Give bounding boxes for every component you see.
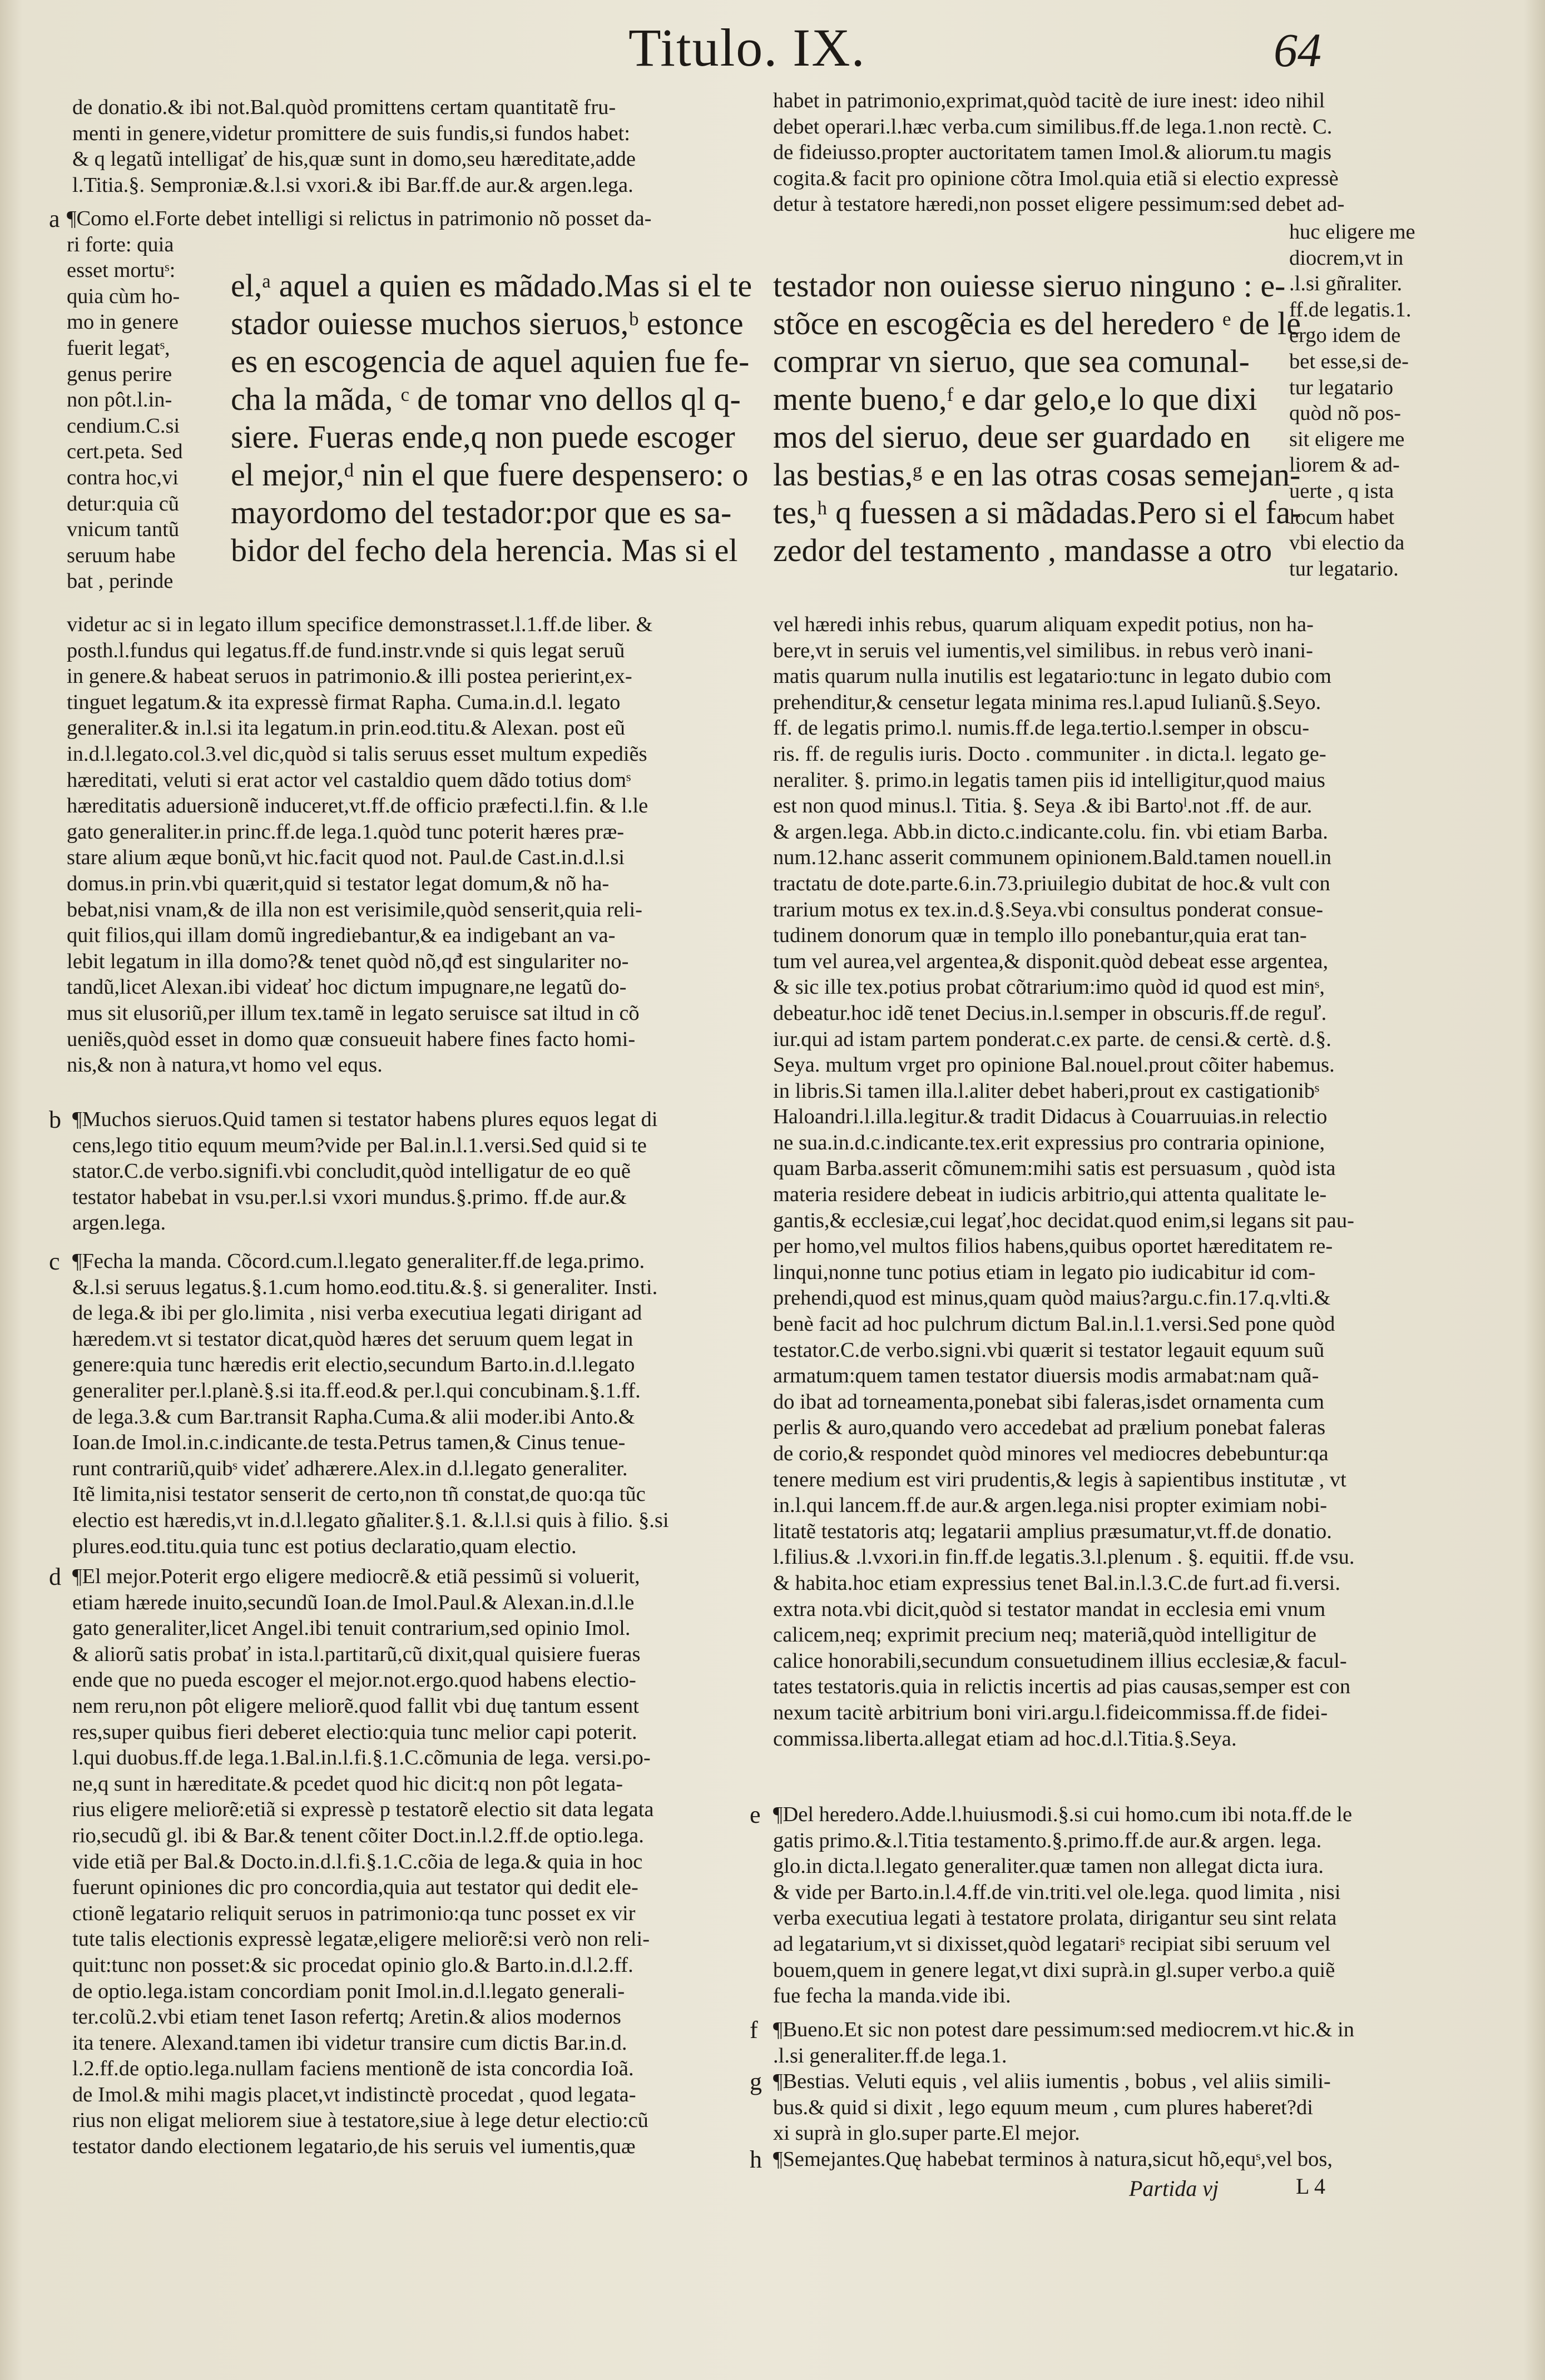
gloss-line: & q legatũ intelligať de his,quæ sunt in domo,seu hæreditate,adde	[72, 147, 636, 171]
gloss-line: testator habebat in vsu.per.l.si vxori mundus.§.primo. ff.de aur.&	[72, 1185, 627, 1209]
gloss-line: l.qui duobus.ff.de lega.1.Bal.in.l.fi.§.1.C.cõmunia de lega. versi.po-	[72, 1746, 651, 1770]
gloss-line: nem reru,non pôt eligere meliorẽ.quod fallit vbi duę tantum essent	[72, 1694, 639, 1718]
main-text-right	[773, 267, 1301, 569]
gloss-line: de optio.lega.istam concordiam ponit Imol.in.d.l.legato generali-	[72, 1979, 625, 2003]
gloss-line: tudinem donorum quæ in templo illo ponebantur,quia erat tan-	[773, 924, 1307, 948]
gloss-line: linqui,nonne tunc potius etiam in legato pio iudicabitur id com-	[773, 1260, 1316, 1284]
gloss-line: hæredem.vt si testator dicat,quòd hæres det seruum quem legat in	[72, 1327, 633, 1351]
gloss-line: ¶Bestias. Veluti equis , vel aliis iumentis , bobus , vel aliis simili-	[773, 2070, 1331, 2093]
gloss-marker-e: e	[750, 1801, 761, 1828]
gloss-line: prehendi,quod est minus,quam quòd maius?argu.c.fin.17.q.vlti.&	[773, 1286, 1331, 1310]
gloss-marker-f: f	[750, 2016, 758, 2044]
gloss-line: rius eligere meliorẽ:etiã si expressè p testatorẽ electio sit data legata	[72, 1798, 654, 1822]
main-text-line: el mejor,ᵈ nin el que fuere despensero: o	[231, 457, 749, 493]
gloss-line: .l.si gñraliter.	[1289, 272, 1403, 296]
gloss-line: Itẽ limita,nisi testator senserit de certo,non tñ constat,de quo:qa tũc	[72, 1482, 646, 1506]
gloss-line: &.l.si seruus legatus.§.1.cum homo.eod.titu.&.§. si generaliter. Insti.	[72, 1275, 658, 1299]
gloss-line: gato generaliter,licet Angel.ibi tenuit contrarium,sed opinio Imol.	[72, 1617, 631, 1640]
gloss-b	[72, 1107, 723, 1236]
gloss-line: ¶El mejor.Poterit ergo eligere mediocrẽ.& etiã pessimũ si voluerit,	[72, 1565, 640, 1588]
gloss-line: de corio,& respondet quòd minores vel mediocres debebuntur:qa	[773, 1442, 1329, 1465]
gloss-line: ff. de legatis primo.l. numis.ff.de lega.tertio.l.semper in obscu-	[773, 716, 1310, 740]
gloss-line: huc eligere me	[1289, 220, 1415, 244]
main-text-line: stõce en escogẽcia es del heredero ᵉ de le	[773, 305, 1301, 341]
gloss-line: nexum tacitè arbitrium boni viri.argu.l.fideicommissa.ff.de fidei-	[773, 1700, 1328, 1724]
gloss-line: trarium motus ex tex.in.d.§.Seya.vbi consultus ponderat consue-	[773, 898, 1324, 921]
main-text-line: el,ᵃ aquel a quien es mãdado.Mas si el te	[231, 267, 752, 304]
gloss-line: tenere medium est viri prudentis,& legis à sapientibus institutæ , vt	[773, 1467, 1346, 1491]
gloss-line: seruum habe	[67, 543, 176, 567]
gloss-line: videtur ac si in legato illum specifice demonstrasset.l.1.ff.de liber. &	[67, 613, 653, 636]
gloss-line: ff.de legatis.1.	[1289, 298, 1412, 321]
gloss-line: fuerit legatˢ,	[67, 336, 170, 360]
gloss-line: ende que no pueda escoger el mejor.not.ergo.quod habens electio-	[72, 1668, 636, 1692]
gloss-line: tur legatario.	[1289, 557, 1399, 581]
gloss-line: genus perire	[67, 362, 172, 386]
gloss-line: ita tenere. Alexand.tamen ibi videtur transire cum dictis Bar.in.d.	[72, 2031, 627, 2055]
gloss-line: esset mortuˢ:	[67, 259, 176, 282]
gloss-top-right	[773, 88, 1435, 217]
gloss-marker-a: a	[49, 205, 60, 232]
gloss-line: cendium.C.si	[67, 414, 180, 438]
gloss-line: ¶Del heredero.Adde.l.huiusmodi.§.si cui homo.cum ibi nota.ff.de le	[773, 1803, 1353, 1826]
gloss-line: benè facit ad hoc pulchrum dictum Bal.in.l.1.versi.Sed pone quòd	[773, 1312, 1335, 1336]
gloss-line: detur:quia cũ	[67, 492, 180, 515]
gloss-line: materia residere debeat in iudicis arbitrio,qui attenta qualitate le-	[773, 1183, 1327, 1207]
gloss-line: tute talis electionis expressè legatæ,eligere meliorẽ:si verò non reli-	[72, 1927, 650, 1951]
gloss-line: vnicum tantũ	[67, 518, 180, 542]
gloss-line: ergo idem de	[1289, 324, 1401, 348]
gloss-line: diocrem,vt in	[1289, 246, 1404, 270]
gloss-line: prehenditur,& censetur legata minima res.l.apud Iulianũ.§.Seyo.	[773, 690, 1321, 714]
main-text-line: tes,ʰ q fuessen a si mãdadas.Pero si el fa-	[773, 494, 1301, 530]
gloss-line: l.Titia.§. Semproniæ.&.l.si vxori.& ibi Bar.ff.de aur.& argen.lega.	[72, 173, 633, 197]
gloss-line: de lega.& ibi per glo.limita , nisi verba executiua legati dirigant ad	[72, 1301, 642, 1325]
gloss-line: in genere.& habeat seruos in patrimonio.& illi postea perierint,ex-	[67, 665, 632, 688]
gloss-line: verba executiua legati à testatore prolata, dirigantur seu sint relata	[773, 1906, 1337, 1930]
gloss-line: nis,& non à natura,vt homo vel equs.	[67, 1053, 383, 1077]
gloss-line: quia cùm ho-	[67, 284, 180, 308]
main-text-line: siere. Fueras ende,q non puede escoger	[231, 419, 735, 455]
gloss-line: uerte , q ista	[1289, 479, 1394, 503]
gloss-h	[773, 2146, 1435, 2173]
gloss-line: tur legatario	[1289, 375, 1394, 399]
catchword: Partida vj	[1129, 2176, 1219, 2201]
main-text-line: bidor del fecho dela herencia. Mas si el	[231, 532, 738, 568]
gloss-line: domus.in prin.vbi quærit,quid si testator legat domum,& nõ ha-	[67, 871, 610, 895]
gloss-line: Ioan.de Imol.in.c.indicante.de testa.Petrus tamen,& Cinus tenue-	[72, 1431, 626, 1455]
gloss-line: bus.& quid si dixit , lego equum meum , cum plures haberet?di	[773, 2095, 1313, 2119]
main-text-line: es en escogencia de aquel aquien fue fe-	[231, 343, 750, 379]
folio-number: 64	[1274, 23, 1321, 77]
gloss-line: litatẽ testatoris atq; legatarii amplius præsumatur,vt.ff.de donatio.	[773, 1519, 1332, 1543]
gloss-line: quit:tunc non posset:& sic procedat opinio glo.& Barto.in.d.l.2.ff.	[72, 1953, 633, 1977]
main-text-line: mos del sieruo, deue ser guardado en	[773, 419, 1251, 455]
main-text-line: comprar vn sieruo, que sea comunal-	[773, 343, 1250, 379]
gloss-line: gantis,& ecclesiæ,cui legať,hoc decidat.quod enim,si legans sit pau-	[773, 1208, 1354, 1232]
gloss-line: cens,lego titio equum meum?vide per Bal.in.l.1.versi.Sed quid si te	[72, 1133, 647, 1157]
gloss-line: testator dando electionem legatario,de his seruis vel iumentis,quæ	[72, 2135, 636, 2159]
gloss-line: res,super quibus fieri deberet electio:quia tunc melior capi poterit.	[72, 1720, 637, 1744]
gloss-line: testator.C.de verbo.signi.vbi quærit si testator legauit equum suũ	[773, 1338, 1325, 1362]
gloss-line: quit filios,qui illam domũ ingrediebantur,& ea indigebant an va-	[67, 924, 616, 948]
gloss-line: bat , perinde	[67, 569, 174, 593]
gloss-line: ¶Fecha la manda. Cõcord.cum.l.legato generaliter.ff.de lega.primo.	[72, 1250, 645, 1273]
gloss-line: bet esse,si de-	[1289, 349, 1409, 373]
gloss-line: & argen.lega. Abb.in dicto.c.indicante.colu. fin. vbi etiam Barba.	[773, 820, 1328, 844]
gloss-marker-b: b	[49, 1106, 61, 1133]
gloss-line: calicem,neq; exprimit precium neq; materiã,quòd intelligitur de	[773, 1623, 1317, 1647]
gloss-line: perlis & auro,quando vero accedebat ad prælium ponebat faleras	[773, 1416, 1326, 1440]
gloss-line: plures.eod.titu.quia tunc est potius declaratio,quam electio.	[72, 1534, 577, 1558]
gloss-line: mo in genere	[67, 310, 179, 334]
gloss-line: cert.peta. Sed	[67, 440, 183, 464]
gloss-line: detur à testatore hæredi,non posset eligere pessimum:sed debet ad-	[773, 192, 1345, 216]
gloss-line: hæreditatis aduersionẽ induceret,vt.ff.de officio præfecti.l.fin. & l.le	[67, 794, 648, 818]
gloss-line: calice honorabili,secundum consuetudinem illius ecclesiæ,& facul-	[773, 1649, 1347, 1673]
gloss-line: lebit legatum in illa domo?& tenet quòd nõ,qđ est singulariter no-	[67, 949, 629, 973]
gloss-line: ctionẽ legatario reliquit seruos in patrimonio:qa tunc posset ex vir	[72, 1901, 636, 1925]
gloss-line: cogita.& facit pro opinione cõtra Imol.quia etiã si electio expressè	[773, 166, 1339, 190]
gloss-f	[773, 2017, 1435, 2069]
gloss-marker-d: d	[49, 1563, 61, 1590]
gloss-line: vide etiã per Bal.& Docto.in.d.l.fi.§.1.C.cõia de lega.& quia in hoc	[72, 1850, 643, 1873]
gloss-line: sit eligere me	[1289, 427, 1405, 451]
gloss-line: ri forte: quia	[67, 232, 174, 256]
gloss-line: glo.in dicta.l.legato generaliter.quæ tamen non allegat dicta iura.	[773, 1855, 1324, 1878]
gloss-line: fue fecha la manda.vide ibi.	[773, 1984, 1011, 2008]
gloss-e	[773, 1802, 1435, 2009]
gloss-line: menti in genere,videtur promittere de suis fundis,si fundos habet:	[72, 121, 630, 145]
gloss-line: ueniẽs,quòd esset in domo quæ consueuit habere fines facto homi-	[67, 1027, 636, 1051]
gloss-line: debeatur.hoc idẽ tenet Decius.in.l.semper in obscuris.ff.de reguľ.	[773, 1001, 1327, 1025]
running-title: Titulo. IX.	[628, 18, 866, 77]
gloss-line: & sic ille tex.potius probat cõtrarium:imo quòd id quod est minˢ,	[773, 975, 1325, 999]
gloss-line: quam Barba.asserit cõmunem:mihi satis est persuasum , quòd ista	[773, 1157, 1336, 1181]
gloss-line: ad legatarium,vt si dixisset,quòd legatariˢ recipiat sibi seruum vel	[773, 1932, 1331, 1956]
gloss-line: gato generaliter.in princ.ff.de lega.1.quòd tunc poterit hæres præ-	[67, 820, 625, 844]
gloss-line: de Imol.& mihi magis placet,vt indistinctè procedat , quod legata-	[72, 2082, 636, 2106]
gloss-line: locum habet	[1289, 505, 1395, 529]
gloss-line: stator.C.de verbo.signifi.vbi concludit,quòd intelligatur de eo quẽ	[72, 1159, 631, 1183]
gloss-line: runt contrariũ,quibˢ videť adhærere.Alex.in d.l.legato generaliter.	[72, 1456, 628, 1480]
gloss-line: & aliorũ satis probať in ista.l.partitarũ,cũ dixit,qual quisiere fueras	[72, 1642, 641, 1666]
gloss-line: est non quod minus.l. Titia. §. Seya .& ibi Bartoˡ.not .ff. de aur.	[773, 794, 1313, 818]
gloss-line: rius non eligat meliorem siue à testatore,siue à lege detur electio:cũ	[72, 2109, 648, 2133]
main-text-left	[231, 267, 752, 569]
gloss-line: in libris.Si tamen illa.l.aliter debet haberi,prout ex castigationibˢ	[773, 1079, 1320, 1103]
gloss-line: in.l.qui lancem.ff.de aur.& argen.lega.nisi propter eximiam nobi-	[773, 1494, 1328, 1518]
gloss-line: Seya. multum vrget pro opinione Bal.nouel.prout cõiter habemus.	[773, 1053, 1335, 1077]
gloss-g	[773, 2069, 1435, 2146]
gloss-line: Haloandri.l.illa.legitur.& tradit Didacus à Couarruuias.in relectio	[773, 1105, 1328, 1129]
gloss-line: bouem,quem in genere legat,vt dixi suprà.in gl.super verbo.a quiẽ	[773, 1958, 1335, 1982]
gloss-c	[72, 1248, 723, 1559]
gloss-line: ne sua.in.d.c.indicante.tex.erit expressius pro contraria opinione,	[773, 1130, 1325, 1154]
gloss-right-column	[1289, 219, 1439, 582]
gloss-line: non pôt.l.in-	[67, 388, 172, 412]
gloss-line: bebat,nisi vnam,& de illa non est verisimile,quòd senserit,quia reli-	[67, 898, 642, 921]
gloss-line: rio,secudũ gl. ibi & Bar.& tenent cõiter Doct.in.l.2.ff.de optio.lega.	[72, 1823, 644, 1847]
gloss-line: fuerunt opiniones dic pro concordia,quia aut testator qui dedit ele-	[72, 1876, 638, 1900]
gloss-line: per homo,vel multos filios habens,quibus oportet hæreditatem re-	[773, 1234, 1333, 1258]
gloss-marker-g: g	[750, 2068, 762, 2095]
gloss-d	[72, 1564, 723, 2160]
main-text-line: testador non ouiesse sieruo ninguno : e-	[773, 267, 1286, 304]
gloss-line: neraliter. §. primo.in legatis tamen piis id intelligitur,quod maius	[773, 768, 1325, 792]
gloss-line: & habita.hoc etiam expressius tenet Bal.in.l.3.C.de furt.ad fi.versi.	[773, 1571, 1340, 1595]
gloss-marker-c: c	[49, 1248, 60, 1275]
gloss-marker-h: h	[750, 2146, 762, 2173]
signature-mark: L 4	[1296, 2174, 1325, 2199]
gloss-line: commissa.liberta.allegat etiam ad hoc.d.l.Titia.§.Seya.	[773, 1727, 1237, 1751]
gloss-line: posth.l.fundus qui legatus.ff.de fund.instr.vnde si quis legat seruũ	[67, 638, 625, 662]
gloss-line: generaliter per.l.planè.§.si ita.ff.eod.& per.l.qui concubinam.§.1.ff.	[72, 1379, 641, 1402]
gloss-line: tum vel aurea,vel argentea,& disponit.quòd debeat esse argentea,	[773, 949, 1329, 973]
gloss-line: vbi electio da	[1289, 531, 1405, 555]
gloss-right-body	[773, 612, 1435, 1752]
gloss-line: tates testatoris.quia in relictis incertis ad pias causas,semper est con	[773, 1675, 1351, 1699]
gloss-line: & vide per Barto.in.l.4.ff.de vin.triti.vel ole.lega. quod limita , nisi	[773, 1880, 1341, 1904]
gloss-line: ¶Como el.Forte debet intelligi si relictus in patrimonio nõ posset da-	[67, 207, 652, 230]
gloss-line: iur.qui ad istam partem ponderat.c.ex parte. de censi.& certè. d.§.	[773, 1027, 1331, 1051]
gloss-line: de lega.3.& cum Bar.transit Rapha.Cuma.& alii moder.ibi Anto.&	[72, 1405, 635, 1429]
gloss-line: de donatio.& ibi not.Bal.quòd promittens certam quantitatẽ fru-	[72, 96, 616, 119]
gloss-line: tractatu de dote.parte.6.in.73.priuilegio dubitat de hoc.& vult con	[773, 871, 1330, 895]
gloss-line: ¶Semejantes.Quę habebat terminos à natura,sicut hõ,equˢ,vel bos,	[773, 2148, 1333, 2171]
gloss-left-body	[67, 612, 723, 1078]
gloss-line: liorem & ad-	[1289, 453, 1400, 477]
gloss-line: gatis primo.&.l.Titia testamento.§.primo.ff.de aur.& argen. lega.	[773, 1828, 1322, 1852]
main-text-line: cha la mãda, ᶜ de tomar vno dellos ql q-	[231, 381, 741, 417]
gloss-line: contra hoc,vi	[67, 465, 179, 489]
gloss-line: ter.colũ.2.vbi etiam tenet Iason refertq; Aretin.& alios modernos	[72, 2005, 621, 2029]
gloss-line: xi suprà in glo.super parte.El mejor.	[773, 2121, 1080, 2145]
gloss-line: habet in patrimonio,exprimat,quòd tacitè de iure inest: ideo nihil	[773, 89, 1325, 112]
gloss-line: l.2.ff.de optio.lega.nullam faciens mentionẽ de ista concordia Ioã.	[72, 2057, 634, 2081]
gloss-line: etiam hærede inuito,secundũ Ioan.de Imol.Paul.& Alexan.in.d.l.le	[72, 1590, 635, 1614]
gloss-top-left	[72, 95, 723, 198]
gloss-line: debet operari.l.hæc verba.cum similibus.ff.de lega.1.non rectè. C.	[773, 115, 1333, 138]
main-text-line: stador ouiesse muchos sieruos,ᵇ estonce	[231, 305, 744, 341]
gloss-line: hæreditati, veluti si erat actor vel castaldio quem dãdo totius domˢ	[67, 768, 631, 792]
main-text-line: mayordomo del testador:por que es sa-	[231, 494, 732, 530]
main-text-line: mente bueno,ᶠ e dar gelo,e lo que dixi	[773, 381, 1257, 417]
gloss-line: tinguet legatum.& ita expressè firmat Rapha. Cuma.in.d.l. legato	[67, 690, 621, 714]
gloss-line: armatum:quem tamen testator diuersis modis armabat:nam quã-	[773, 1364, 1319, 1388]
gloss-line: ris. ff. de regulis iuris. Docto . communiter . in dicta.l. legato ge-	[773, 742, 1326, 766]
gloss-line: stare alium æque bonũ,vt hic.facit quod not. Paul.de Cast.in.d.l.si	[67, 846, 625, 870]
gloss-line: .l.si generaliter.ff.de lega.1.	[773, 2044, 1007, 2067]
main-text-line: las bestias,ᵍ e en las otras cosas semejan-	[773, 457, 1301, 493]
gloss-line: de fideiusso.propter auctoritatem tamen Imol.& aliorum.tu magis	[773, 141, 1331, 165]
gloss-line: num.12.hanc asserit communem opinionem.Bald.tamen nouell.in	[773, 846, 1332, 870]
gloss-line: matis quarum nulla inutilis est legatario:tunc in legato dubio com	[773, 665, 1332, 688]
gloss-line: ¶Bueno.Et sic non potest dare pessimum:sed mediocrem.vt hic.& in	[773, 2018, 1354, 2041]
gloss-line: bere,vt in seruis vel iumentis,vel similibus. in rebus verò inani-	[773, 638, 1313, 662]
gloss-line: l.filius.& .l.vxori.in fin.ff.de legatis.3.l.plenum . §. equitii. ff.de vsu.	[773, 1545, 1355, 1569]
gloss-line: vel hæredi inhis rebus, quarum aliquam expedit potius, non ha-	[773, 613, 1314, 636]
gloss-line: ne,q sunt in hæreditate.& pcedet quod hic dicit:q non pôt legata-	[72, 1772, 623, 1796]
gloss-line: extra nota.vbi dicit,quòd si testator mandat in ecclesia emi vnum	[773, 1597, 1326, 1621]
gloss-line: generaliter.& in.l.si ita legatum.in prin.eod.titu.& Alexan. post eũ	[67, 716, 626, 740]
gloss-line: mus sit elusoriũ,per illum tex.tamẽ in legato seruisce sat iltud in cõ	[67, 1001, 640, 1025]
gloss-line: in.d.l.legato.col.3.vel dic,quòd si talis seruus esset multum expediẽs	[67, 742, 647, 766]
gloss-line: electio est hæredis,vt in.d.l.legato gñaliter.§.1. &.l.l.si quis à filio. §.si	[72, 1508, 669, 1532]
gloss-line: argen.lega.	[72, 1211, 166, 1235]
gloss-line: tandũ,licet Alexan.ibi videať hoc dictum impugnare,ne legatũ do-	[67, 975, 627, 999]
gloss-line: do ibat ad torneamenta,ponebat sibi faleras,isdet ornamenta cum	[773, 1390, 1325, 1414]
main-text-line: zedor del testamento , mandasse a otro	[773, 532, 1272, 568]
gloss-line: ¶Muchos sieruos.Quid tamen si testator habens plures equos legat di	[72, 1108, 658, 1131]
gloss-line: genere:quia tunc hæredis erit electio,secundum Barto.in.d.l.legato	[72, 1353, 635, 1377]
gloss-line: quòd nõ pos-	[1289, 401, 1402, 425]
